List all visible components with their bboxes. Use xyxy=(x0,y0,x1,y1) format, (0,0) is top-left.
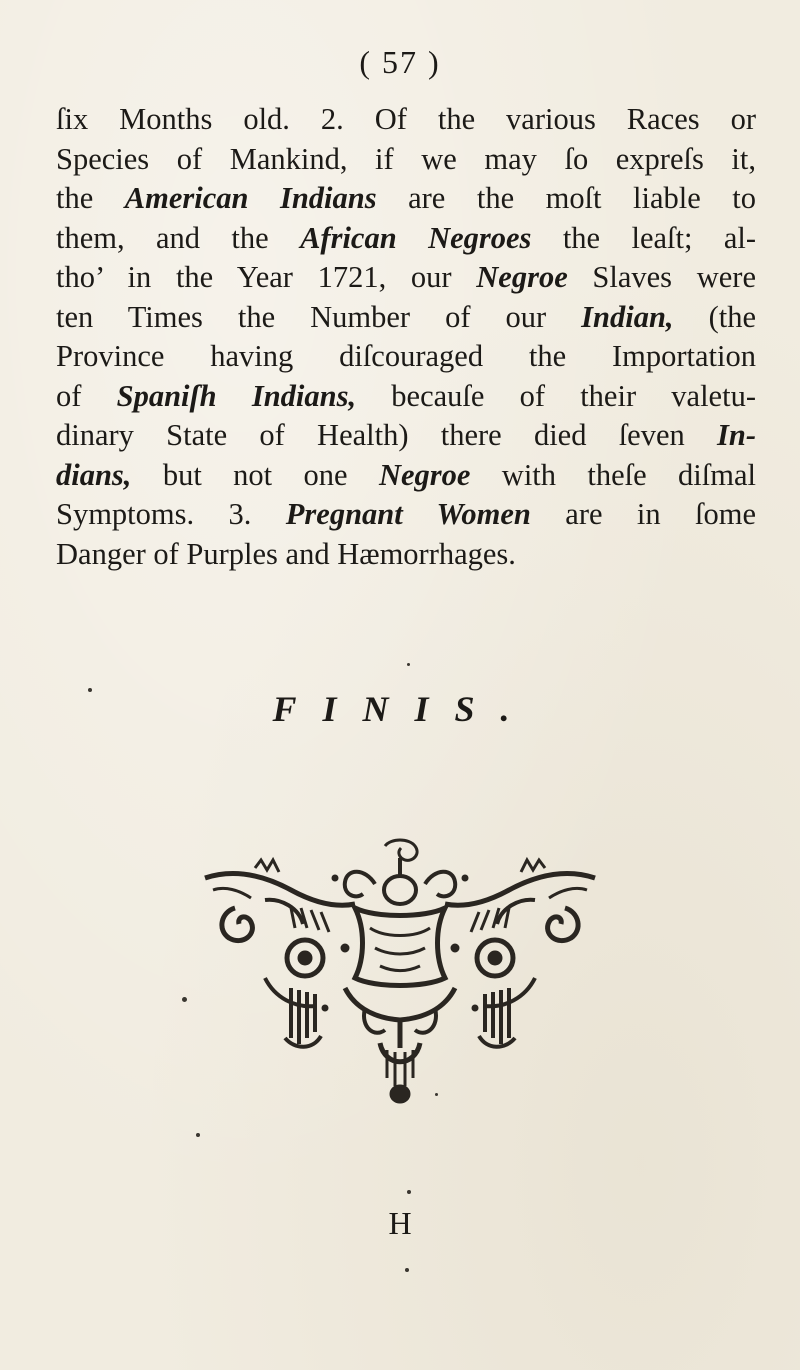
text-segment: of xyxy=(56,378,117,413)
text-segment: (the xyxy=(673,299,756,334)
paper-speck xyxy=(407,663,410,666)
text-line xyxy=(56,179,756,219)
paper-speck xyxy=(196,1133,200,1137)
italic-text-segment: Negroe xyxy=(378,457,471,492)
text-segment: them, and the xyxy=(56,220,301,255)
italic-text-segment: In- xyxy=(717,418,756,452)
text-line xyxy=(56,495,756,535)
text-line: Danger of Purples and Hæmorrhages. xyxy=(56,536,516,571)
italic-text-segment: Indian, xyxy=(581,299,674,334)
paper-speck xyxy=(435,1093,438,1096)
text-line xyxy=(56,377,756,417)
text-segment: with theſe diſmal xyxy=(470,457,756,492)
text-line xyxy=(56,258,756,298)
text-segment: dinary State of Health) there died ſeven xyxy=(56,418,717,452)
text-segment: the leaſt; al- xyxy=(531,220,756,255)
text-segment: Slaves were xyxy=(567,260,756,294)
signature-mark: H xyxy=(388,1205,412,1241)
text-segment: are in ſome xyxy=(530,497,756,531)
italic-text-segment: Pregnant Women xyxy=(285,497,531,531)
text-segment: becauſe of their valetu- xyxy=(356,378,756,413)
text-line: Species of Mankind, if we may ſo expreſs it, xyxy=(56,141,756,176)
text-segment: are the moſt liable to xyxy=(376,181,756,215)
text-line xyxy=(56,219,756,259)
italic-text-segment: Spaniſh Indians, xyxy=(116,378,357,413)
text-line: Province having diſcouraged the Importation xyxy=(56,339,756,373)
body-text xyxy=(56,100,756,574)
finis-heading: FINIS. xyxy=(272,689,536,729)
paper-speck xyxy=(407,1190,411,1194)
text-segment: tho’ in the Year 1721, our xyxy=(56,260,477,294)
text-segment: Symptoms. 3. xyxy=(56,497,286,531)
italic-text-segment: African Negroes xyxy=(300,220,532,255)
paper-speck xyxy=(182,997,187,1002)
decorative-vignette-ornament xyxy=(195,838,605,1108)
italic-text-segment: dians, xyxy=(56,457,132,492)
italic-text-segment: Negroe xyxy=(476,260,568,294)
paper-speck xyxy=(88,688,92,692)
italic-text-segment: American Indians xyxy=(124,181,377,215)
text-segment: the xyxy=(56,181,125,215)
page-number: ( 57 ) xyxy=(359,44,441,80)
text-line xyxy=(56,456,756,496)
text-segment: ten Times the Number of our xyxy=(56,299,582,334)
text-line xyxy=(56,298,756,338)
text-line: ſix Months old. 2. Of the various Races or xyxy=(56,102,756,136)
text-segment: but not one xyxy=(131,457,379,492)
paper-speck xyxy=(405,1268,409,1272)
text-line xyxy=(56,416,756,456)
